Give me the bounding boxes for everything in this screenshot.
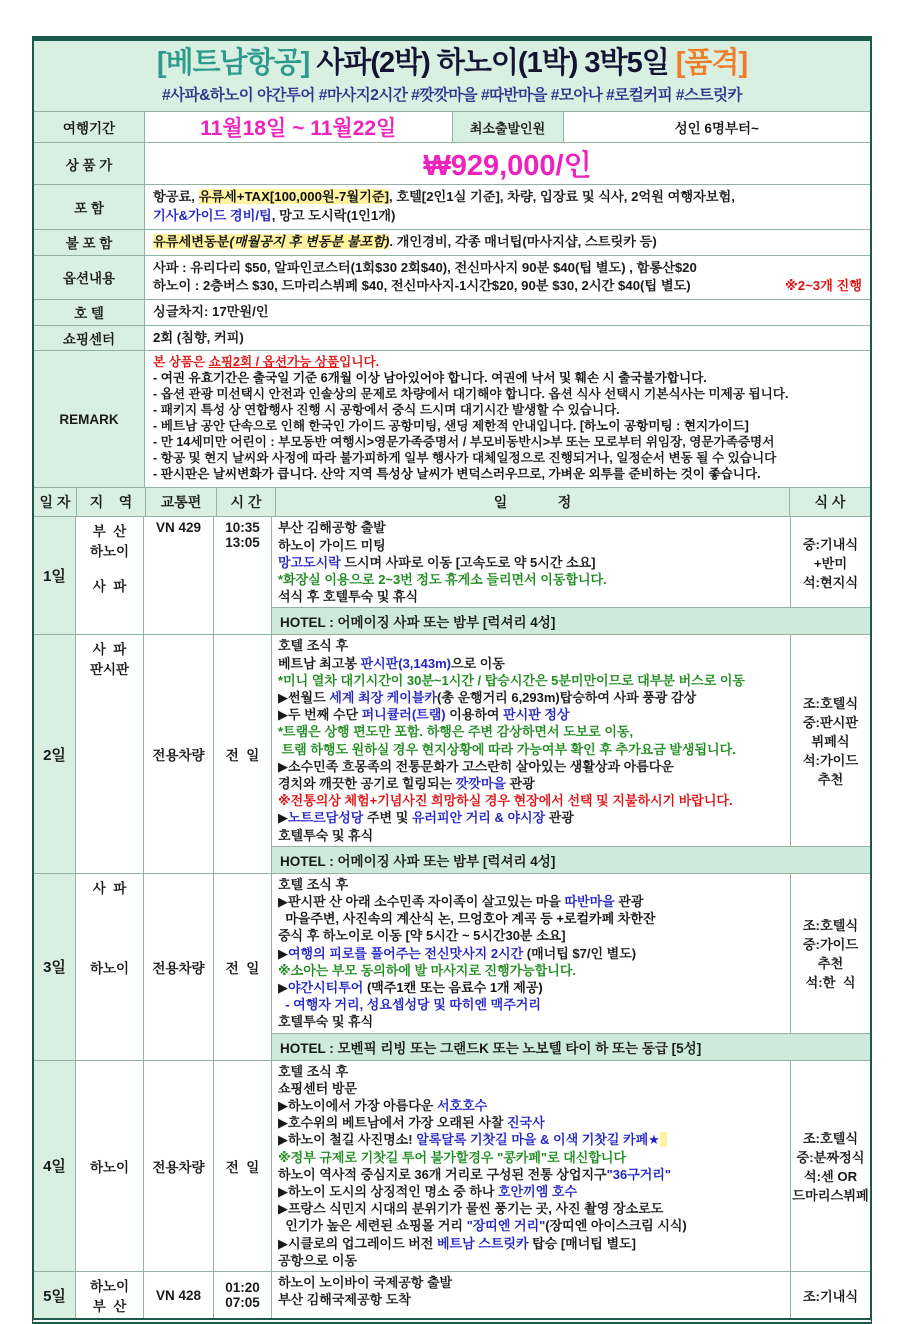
day3-hotel: HOTEL : 모벤픽 리빙 또는 그랜드K 또는 노보텔 타이 하 또는 동급 [5성]: [272, 1033, 870, 1060]
day2-number: 2일: [34, 635, 76, 872]
day3-right: [272, 874, 870, 1060]
day1-number: 1일: [34, 517, 76, 634]
day1-hotel: HOTEL : 어메이징 사파 또는 밤부 [럭셔리 4성]: [272, 607, 870, 634]
day2-schedule: 호텔 조식 후 베트남 최고봉 판시판(3,143m)으로 이동 *미니 열차 대기시간이 30분~1시간 / 탑승시간은 5분미만이므로 대부분 버스로 이동 ▶썬월드 세계 최장 케이블카(총 운행거리 6,293m)탑승하여 사파 풍광 감상 ▶두 번째 수단 퍼니큘러(트램) 이용하여 판시판 정상 *트램은 상행 편도만 포함. 하행은 주변 감상하면서 도보로 이동, 트램 하행도 원하실 경우 현지상황에 따라 가능여부 확인 후 추가요금 발생됩니다. ▶소수민족 흐몽족의 전통문화가 고스란히 살아있는 생활상과 아름다운 경치와 깨끗한 공기로 힐링되는 깟깟마을 관광 ※전통의상 체험+기념사진 희망하실 경우 현장에서 선택 및 지불하시기 바랍니다. ▶노트르담성당 주변 및 유러피안 거리 & 야시장 관광 호텔투숙 및 휴식: [278, 638, 745, 843]
day5-transport: VN 428: [144, 1272, 214, 1318]
day3-regions: 사 파 하노이: [76, 874, 144, 1060]
day3-schedule: 호텔 조식 후 ▶판시판 산 아래 소수민족 자이족이 살고있는 마을 따반마을 관광 마을주변, 사진속의 계산식 논, 므엉호아 계곡 등 +로컬카페 차한잔 중식 후 하노이로 이동 [약 5시간 ~ 5시간30분 소요] ▶여행의 피로를 풀어주는 전신맛사지 2시간 (매너팁 $7/인 별도) ※소아는 부모 동의하에 발 마사지로 진행가능합니다. ▶야간시티투어 (맥주1캔 또는 음료수 1개 제공) - 여행자 거리, 성요셉성당 및 따히엔 맥주거리 호텔투숙 및 휴식: [278, 876, 656, 1030]
day2-meals: 조:호텔식 중:판시판 뷔페식 석:가이드 추천: [790, 635, 870, 845]
row-hotel: [34, 299, 870, 325]
day5-number: 5일: [34, 1272, 76, 1318]
day4-times: 전 일: [214, 1061, 272, 1271]
row-options: [34, 255, 870, 299]
day4-meals: 조:호텔식 중:분짜정식 석:센 OR 드마리스뷔페: [790, 1061, 870, 1271]
options-label: 옵션내용: [34, 256, 145, 299]
price-label: 상 품 가: [34, 143, 145, 184]
row-include: [34, 184, 870, 228]
itinerary-document: [32, 36, 872, 1324]
remark-content: 본 상품은 쇼핑2회 / 옵션가능 상품입니다. - 여권 유효기간은 출국일 기준 6개월 이상 남아있어야 합니다. 여권에 낙서 및 훼손 시 출국불가합니다. - 옵션 관광 미선택시 안전과 인솔상의 문제로 차량에서 대기해야 합니다. 옵션 식사 선택시 기본식사는 미제공 됩니다. - 패키지 특성 상 연합행사 진행 시 공항에서 중식 드시며 대기시간 발생할 수 있습니다. - 베트남 공안 단속으로 인해 한국인 가이드 공항미팅, 샌딩 제한적 안내입니다. [하노이 공항미팅 : 현지가이드] - 만 14세미만 어린이 : 부모동반 여행시>영문가족증명서 / 부모비동반시>부 또는 모로부터 위임장, 영문가족증명서 - 항공 및 현지 날씨와 사정에 따라 불가피하게 일부 행사가 대체일정으로 진행되거나, 일정순서 변동 될 수 있습니다 - 판시판은 날씨변화가 큽니다. 산악 지역 특성상 날씨가 변덕스러우므로, 가벼운 외투를 준비하는 것이 좋습니다.: [153, 355, 789, 482]
title-block: [34, 41, 870, 111]
day5-times: 01:20 07:05: [214, 1272, 272, 1318]
day4-right: [272, 1061, 870, 1271]
day2-times: 전 일: [214, 635, 272, 872]
day-row-1: [34, 516, 870, 634]
day4-number: 4일: [34, 1061, 76, 1271]
day3-transport: 전용차량: [144, 874, 214, 1060]
options-content: 사파 : 유리다리 $50, 알파인코스터(1회$30 2회$40), 전신마사지 90분 $40(팁 별도) , 함롱산$20 ※2~3개 진행 하노이 : 2층버스 $30, 드마리스뷔페 $40, 전신마사지-1시간$20, 90분 $30, 2시간 $40(팁 별도): [153, 259, 862, 294]
header-day: 일 자: [34, 488, 77, 516]
period-label: 여행기간: [34, 112, 145, 142]
day-row-2: [34, 634, 870, 872]
row-remark: [34, 350, 870, 487]
header-region: 지 역: [77, 488, 146, 516]
day5-schedule: 하노이 노이바이 국제공항 출발 부산 김해국제공항 도착: [278, 1275, 453, 1308]
day2-regions: 사 파 판시판: [76, 635, 144, 872]
header-time: 시 간: [217, 488, 276, 516]
header-transport: 교통편: [146, 488, 217, 516]
period-value: 11월18일 ~ 11월22일: [145, 112, 453, 142]
exclude-label: 불 포 함: [34, 230, 145, 255]
include-content: 항공료, 유류세+TAX[100,000원-7월기준], 호텔[2인1실 기준], 차량, 입장료 및 식사, 2억원 여행자보험, 기사&가이드 경비/팁, 망고 도시락(1인1개): [153, 189, 735, 224]
row-exclude: [34, 229, 870, 255]
itinerary-header: [34, 487, 870, 516]
day1-right: [272, 517, 870, 634]
day5-meals: 조:기내식: [790, 1272, 870, 1318]
minpax-value: 성인 6명부터~: [674, 121, 759, 137]
shopping-label: 쇼핑센터: [34, 326, 145, 351]
day4-regions: 하노이: [76, 1061, 144, 1271]
day4-transport: 전용차량: [144, 1061, 214, 1271]
header-schedule: 일 정: [276, 488, 790, 516]
day1-times: 10:35 13:05: [214, 517, 272, 634]
hotel-content: 싱글차지: 17만원/인: [153, 304, 269, 320]
hashtag-line: #사파&하노이 야간투어 #마사지2시간 #깟깟마을 #따반마을 #모아나 #로컬커피 #스트릿카: [162, 87, 742, 105]
day3-meals: 조:호텔식 중:가이드 추천 석:한 식: [790, 874, 870, 1033]
day5-right: [272, 1272, 870, 1318]
page-title: [36, 47, 868, 80]
title-airline: [베트남항공]: [156, 47, 310, 79]
exclude-content: 유류세변동분(매월공지 후 변동분 불포함). 개인경비, 각종 매너팁(마사지샵, 스트릿카 등): [153, 233, 657, 249]
title-grade: [품격]: [675, 47, 748, 79]
day1-regions: 부 산 하노이 사 파: [76, 517, 144, 634]
shopping-content: 2회 (침향, 커피): [153, 329, 244, 345]
row-price: [34, 142, 870, 184]
day2-right: [272, 635, 870, 872]
day-row-5: [34, 1271, 870, 1318]
price-value: ₩929,000/인: [423, 150, 592, 183]
day3-number: 3일: [34, 874, 76, 1060]
day1-transport: VN 429: [144, 517, 214, 634]
day1-meals: 중:기내식 +반미 석:현지식: [790, 517, 870, 607]
title-main: 사파(2박) 하노이(1박) 3박5일: [309, 47, 676, 79]
minpax-label: 최소출발인원: [453, 112, 564, 142]
day4-schedule: 호텔 조식 후 쇼핑센터 방문 ▶하노이에서 가장 아름다운 서호호수 ▶호수위의 베트남에서 가장 오래된 사찰 진국사 ▶하노이 철길 사진명소! 알록달록 기찻길 마을 & 이색 기찻길 카페★ ※정부 규제로 기찻길 투어 불가할경우 "콩카페"로 대신합니다 하노이 역사적 중심지로 36개 거리로 구성된 전통 상업지구"36구거리" ▶하노이 도시의 상징적인 명소 중 하나 호안끼엠 호수 ▶프랑스 식민지 시대의 분위기가 물씬 풍기는 곳, 사진 촬영 장소로도 인기가 높은 세련된 쇼핑몰 거리 "장띠엔 거리"(장띠엔 아이스크림 시식) ▶시클로의 업그레이드 버전 베트남 스트릿카 탑승 [매너팁 별도] 공항으로 이동: [278, 1063, 687, 1268]
include-label: 포 함: [34, 185, 145, 228]
day2-transport: 전용차량: [144, 635, 214, 872]
day1-schedule: 부산 김해공항 출발 하노이 가이드 미팅 망고도시락 드시며 사파로 이동 [고속도로 약 5시간 소요] *화장실 이용으로 2~3번 정도 휴게소 들리면서 이동합니다. 석식 후 호텔투숙 및 휴식: [278, 520, 607, 605]
remark-label: REMARK: [34, 351, 145, 487]
day-row-4: [34, 1060, 870, 1271]
hotel-label: 호 텔: [34, 300, 145, 325]
day-row-3: [34, 873, 870, 1060]
header-meal: 식 사: [814, 494, 846, 511]
day3-times: 전 일: [214, 874, 272, 1060]
row-shopping: [34, 325, 870, 351]
day2-hotel: HOTEL : 어메이징 사파 또는 밤부 [럭셔리 4성]: [272, 846, 870, 873]
day5-regions: 하노이 부 산: [76, 1272, 144, 1318]
row-period: [34, 111, 870, 142]
